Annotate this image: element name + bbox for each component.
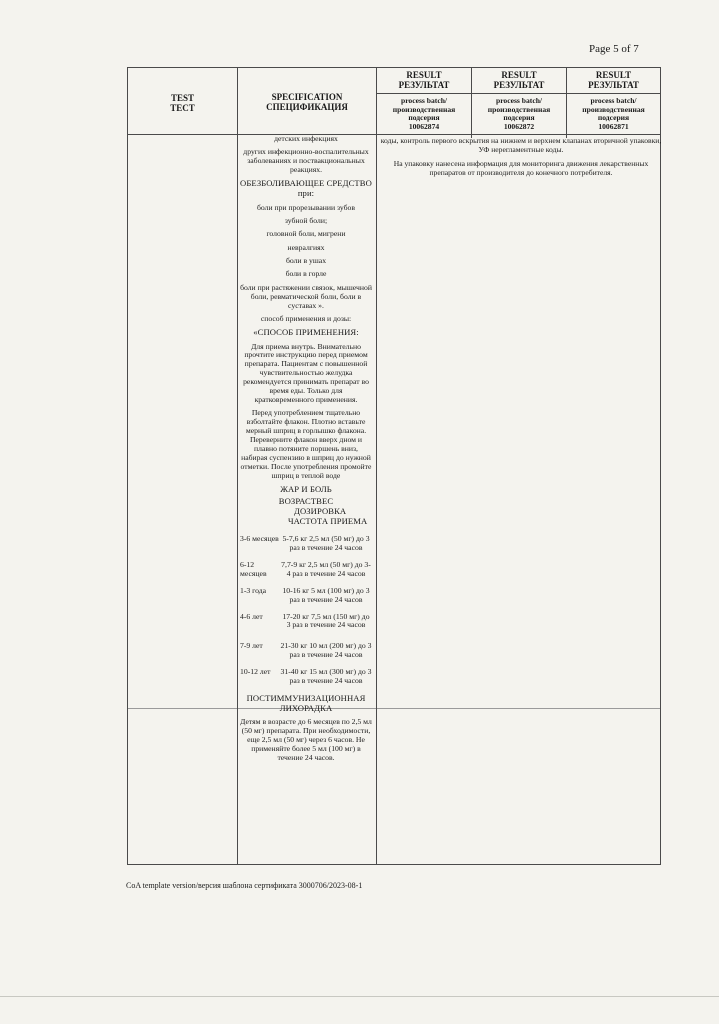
result-3-ru: РЕЗУЛЬТАТ <box>588 80 639 91</box>
spec-paragraph: Детям в возрасте до 6 месяцев по 2,5 мл (50 мг) препарата. При необходимости, еще 2,5 мл (50 мг) через 6 часов. Не применяйте более 5 мл (100 мг) в течение 24 часов. <box>240 717 372 763</box>
batch-3-label-en: process batch/ <box>590 96 637 105</box>
dose-row <box>240 587 372 605</box>
dose-age: 4-6 лет <box>240 611 263 621</box>
dose-text: 10-16 кг 5 мл (100 мг) до 3 раз в течение 24 часов <box>282 585 370 604</box>
spec-heading-analgesic: ОБЕЗБОЛИВАЮЩЕЕ СРЕДСТВО при: <box>240 178 372 199</box>
dose-text: 7,7-9 кг 2,5 мл (50 мг) до 3-4 раз в течение 24 часов <box>281 559 371 578</box>
dose-age: 3-6 месяцев <box>240 533 279 543</box>
spec-heading-fever: ЖАР И БОЛЬ <box>280 484 332 495</box>
header-result-1 <box>377 70 471 90</box>
table-top-border <box>127 67 661 68</box>
batch-3-label-ru: производственная подсерия <box>582 104 645 122</box>
dose-row <box>240 613 372 631</box>
header-test-en: TEST <box>170 93 194 103</box>
table-right-border <box>660 67 661 865</box>
col-divider-spec <box>376 67 377 865</box>
spec-paragraph: Перед употреблением тщательно взболтайте флакон. Плотно вставьте мерный шприц в горлышко флакона. Переверните флакон вверх дном и плавно потяните поршень вниз, набирая суспензию в шприц до нужной отметки. После употребления промойте шприц в теплой воде <box>240 408 372 480</box>
page-number: Page 5 of 7 <box>589 43 639 55</box>
spec-line: зубной боли; <box>284 216 328 226</box>
scan-edge-line <box>0 996 719 997</box>
specification-text <box>240 135 372 767</box>
result-paragraph: коды, контроль первого вскрытия на нижнем и верхнем клапанах вторичной упаковки, УФ нерегламентные коды. <box>380 136 662 155</box>
batch-1-label-ru: производственная подсерия <box>392 104 456 122</box>
batch-3-number: 10062871 <box>598 121 629 131</box>
batch-2-label-en: process batch/ <box>495 96 543 105</box>
header-result-2 <box>472 70 566 90</box>
spec-line: других инфекционно-воспалительных заболеваниях и поствакциональных реакциях. <box>243 147 369 175</box>
header-spec-ru: СПЕЦИФИКАЦИЯ <box>266 102 348 113</box>
result-3-en: RESULT <box>595 70 632 80</box>
spec-heading-postimmunization: ПОСТИММУНИЗАЦИОННАЯ ЛИХОРАДКА <box>246 693 366 714</box>
result-2-ru: РЕЗУЛЬТАТ <box>493 80 545 91</box>
dose-row <box>240 642 372 660</box>
spec-line: детских инфекциях <box>274 134 338 143</box>
spec-line: боли при прорезывании зубов <box>256 202 356 212</box>
batch-2-label-ru: производственная подсерия <box>487 104 551 122</box>
result-2-en: RESULT <box>501 70 537 80</box>
col-divider-test <box>237 67 238 865</box>
dose-text: 17-20 кг 7,5 мл (150 мг) до 3 раз в течение 24 часов <box>282 611 370 630</box>
table-bottom-border <box>127 864 661 865</box>
spec-table-head: ЧАСТОТА ПРИЕМА <box>288 516 368 527</box>
footer-template-version: CoA template version/версия шаблона сертификата 3000706/2023-08-1 <box>126 881 363 890</box>
spec-line: невралгиях <box>287 242 325 252</box>
batch-2-number: 10062872 <box>503 121 535 131</box>
header-test-ru: ТЕСТ <box>170 103 195 114</box>
batch-1-number: 10062874 <box>408 121 440 131</box>
batch-2 <box>472 97 566 131</box>
spec-paragraph: Для приема внутрь. Внимательно прочтите инструкцию перед приемом препарата. Пациентам с повышенной чувствительностью желудка рекомендуется принимать препарат во время еды. Только для кратковременного применения. <box>243 341 369 405</box>
batch-3 <box>567 97 660 131</box>
spec-line: головной боли, мигрени <box>266 229 346 239</box>
header-test <box>128 93 237 113</box>
result-1-ru: РЕЗУЛЬТАТ <box>398 80 450 91</box>
result-header-divider <box>376 93 661 94</box>
dose-age: 10-12 лет <box>240 667 271 677</box>
spec-heading-method: «СПОСОБ ПРИМЕНЕНИЯ: <box>253 327 359 338</box>
spec-line: боли в горле <box>285 269 327 279</box>
dose-row <box>240 535 372 553</box>
table-left-border <box>127 67 128 865</box>
result-1-en: RESULT <box>406 70 442 80</box>
batch-1 <box>377 97 471 131</box>
header-specification <box>238 92 376 112</box>
dose-age: 7-9 лет <box>240 641 263 651</box>
header-spec-en: SPECIFICATION <box>271 92 343 102</box>
dose-age: 1-3 года <box>240 585 267 595</box>
spec-line: боли при растяжении связок, мышечной боли, ревматической боли, боли в суставах ». <box>240 282 372 310</box>
spec-line: боли в ушах <box>285 256 327 266</box>
dose-text: 21-30 кг 10 мл (200 мг) до 3 раз в течение 24 часов <box>280 641 372 660</box>
page-fold-line <box>127 708 661 709</box>
batch-1-label-en: process batch/ <box>400 96 448 105</box>
dose-row <box>240 561 372 579</box>
dose-age: 6-12 месяцев <box>240 559 267 578</box>
header-bottom-border <box>127 134 661 135</box>
spec-table-head: ВОЗРАСТВЕС <box>278 496 334 507</box>
spec-table-head: ДОЗИРОВКА <box>294 506 347 517</box>
dose-row <box>240 668 372 686</box>
result-paragraph: На упаковку нанесена информация для мониторинга движения лекарственных препаратов от производителя до конечного потребителя. <box>393 159 649 178</box>
spec-line: способ применения и дозы: <box>260 313 352 323</box>
result-text <box>380 136 662 182</box>
header-result-3 <box>567 70 660 90</box>
dose-text: 31-40 кг 15 мл (300 мг) до 3 раз в течение 24 часов <box>280 667 372 686</box>
dose-text: 5-7,6 кг 2,5 мл (50 мг) до 3 раз в течение 24 часов <box>282 533 370 552</box>
